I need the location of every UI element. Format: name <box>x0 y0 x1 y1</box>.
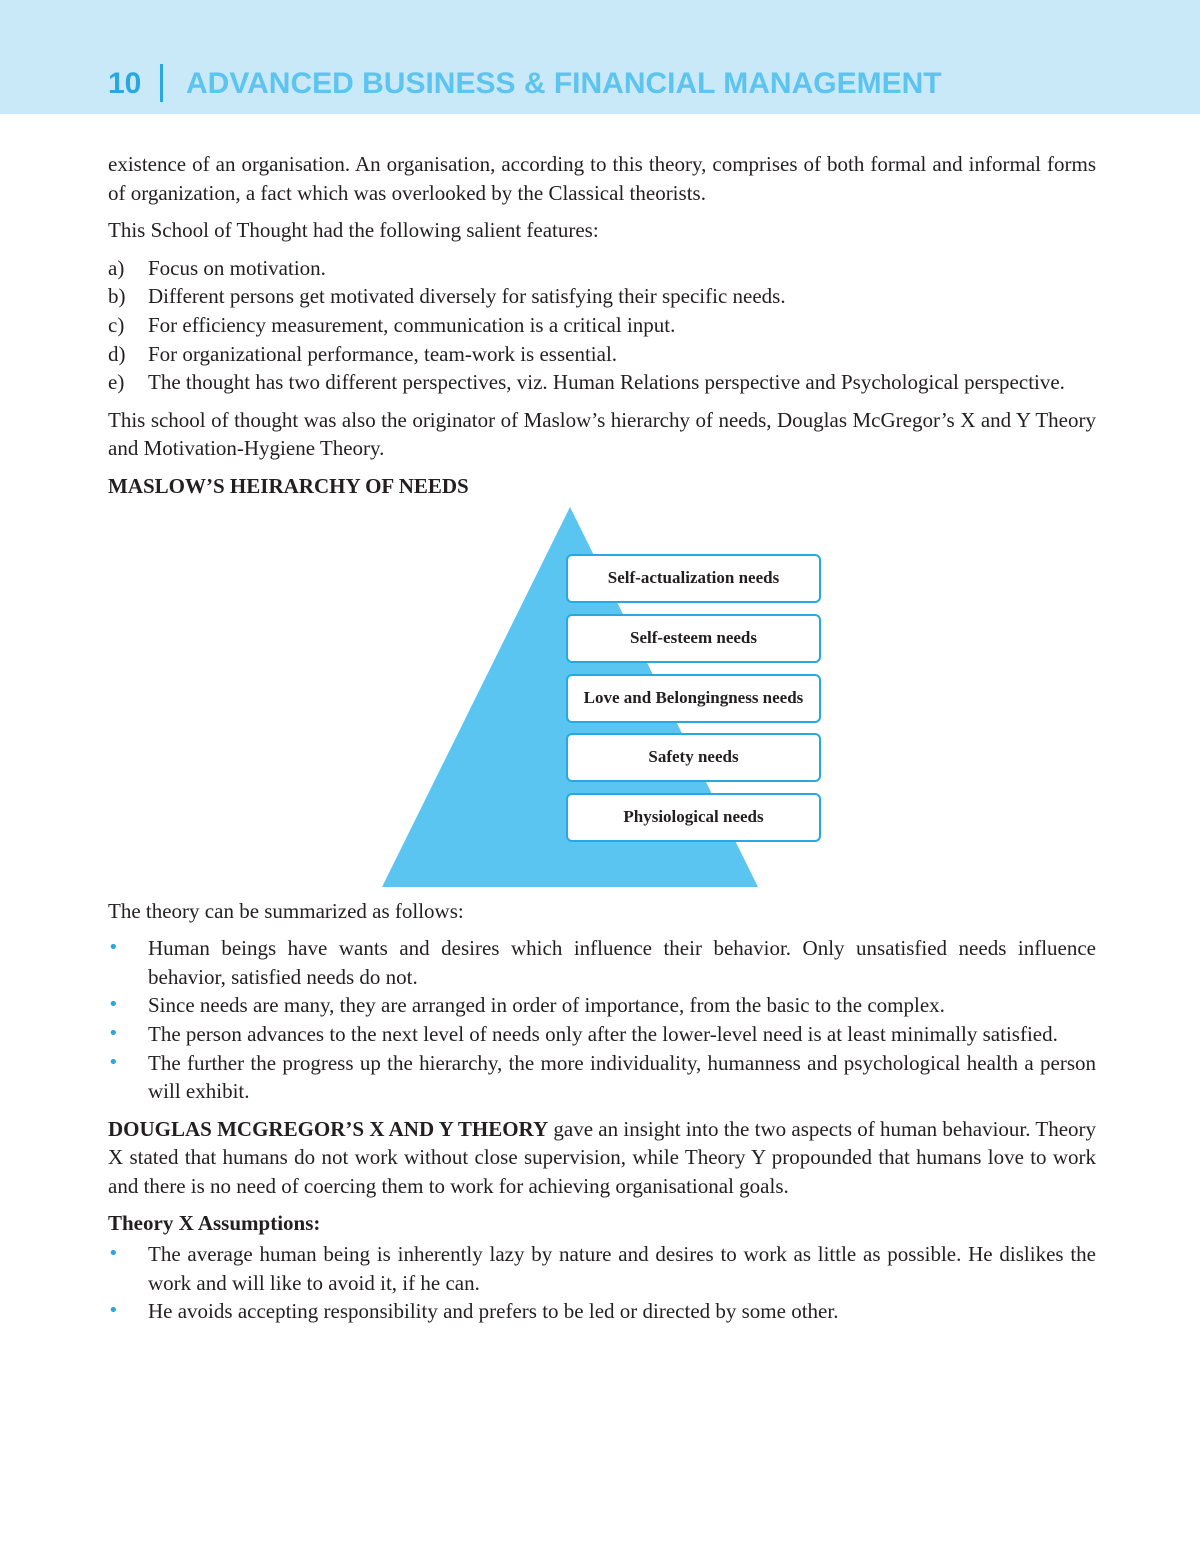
list-marker: a) <box>108 255 125 280</box>
list-item-text: The thought has two different perspectives, viz. Human Relations perspective and Psychological perspective. <box>148 370 1065 395</box>
page-header <box>0 0 1200 114</box>
bullet-icon: • <box>108 994 119 1016</box>
list-item <box>108 340 1096 369</box>
level-physiological: Physiological needs <box>566 793 821 842</box>
theory-x-list <box>108 1240 1096 1326</box>
list-item <box>108 282 1096 311</box>
mcgregor-paragraph <box>108 1115 1096 1201</box>
list-marker: d) <box>108 341 126 366</box>
originator-paragraph: This school of thought was also the originator of Maslow’s hierarchy of needs, Douglas McGregor’s X and Y Theory and Motivation-Hygiene Theory. <box>108 407 1096 461</box>
list-item <box>108 1240 1096 1297</box>
level-self-esteem: Self-esteem needs <box>566 614 821 663</box>
summary-list <box>108 934 1096 1106</box>
list-item <box>108 254 1096 283</box>
header-divider <box>160 64 163 102</box>
list-item-text: The average human being is inherently lazy by nature and desires to work as little as possible. He dislikes the work and will like to avoid it, if he can. <box>148 1242 1096 1295</box>
features-intro: This School of Thought had the following salient features: <box>108 218 599 243</box>
list-item <box>108 1049 1096 1106</box>
list-item-text: Different persons get motivated diversely for satisfying their specific needs. <box>148 284 786 309</box>
list-marker: c) <box>108 312 125 337</box>
bullet-icon: • <box>108 1022 119 1044</box>
bullet-icon: • <box>108 1300 119 1322</box>
bullet-icon: • <box>108 1051 119 1073</box>
list-item <box>108 311 1096 340</box>
maslow-heading: MASLOW’S HEIRARCHY OF NEEDS <box>108 473 469 498</box>
level-safety: Safety needs <box>566 733 821 782</box>
list-item <box>108 991 1096 1020</box>
intro-paragraph: existence of an organisation. An organisation, according to this theory, comprises of both formal and informal forms of organization, a fact which was overlooked by the Classical theorists. <box>108 152 1096 205</box>
list-item <box>108 1297 1096 1326</box>
summary-intro: The theory can be summarized as follows: <box>108 898 464 923</box>
list-item-text: Focus on motivation. <box>148 255 326 280</box>
list-item-text: For organizational performance, team-work is essential. <box>148 341 618 366</box>
list-item <box>108 934 1096 991</box>
level-self-actualization: Self-actualization needs <box>566 554 821 603</box>
list-item-text: Since needs are many, they are arranged in order of importance, from the basic to the complex. <box>148 993 945 1018</box>
list-item-text: He avoids accepting responsibility and prefers to be led or directed by some other. <box>148 1299 839 1324</box>
list-marker: b) <box>108 284 126 309</box>
bullet-icon: • <box>108 1243 119 1265</box>
maslow-pyramid-figure <box>108 507 1096 897</box>
page-number: 10 <box>108 67 142 100</box>
list-item-text: Human beings have wants and desires which influence their behavior. Only unsatisfied needs influence behavior, satisfied needs do not. <box>148 936 1096 989</box>
level-love-belongingness: Love and Belongingness needs <box>566 674 821 723</box>
bullet-icon: • <box>108 937 119 959</box>
list-marker: e) <box>108 370 125 395</box>
page-content <box>108 150 1096 1335</box>
list-item <box>108 368 1096 397</box>
theory-x-heading: Theory X Assumptions: <box>108 1211 321 1236</box>
mcgregor-lead: DOUGLAS MCGREGOR’S X AND Y THEORY <box>108 1116 549 1141</box>
list-item-text: The person advances to the next level of needs only after the lower-level need is at least minimally satisfied. <box>148 1021 1058 1046</box>
list-item <box>108 1020 1096 1049</box>
book-title: ADVANCED BUSINESS & FINANCIAL MANAGEMENT <box>186 67 942 100</box>
list-item-text: The further the progress up the hierarchy, the more individuality, humanness and psychological health a person will exhibit. <box>148 1050 1096 1104</box>
list-item-text: For efficiency measurement, communication is a critical input. <box>148 312 676 337</box>
features-list <box>108 254 1096 397</box>
mcgregor-text: gave an insight into the two aspects of human behaviour. Theory X stated that humans do not work without close supervision, while Theory Y propounded that humans love to work and there is no need of coercing them to work for achieving organisational goals. <box>108 1116 1097 1198</box>
